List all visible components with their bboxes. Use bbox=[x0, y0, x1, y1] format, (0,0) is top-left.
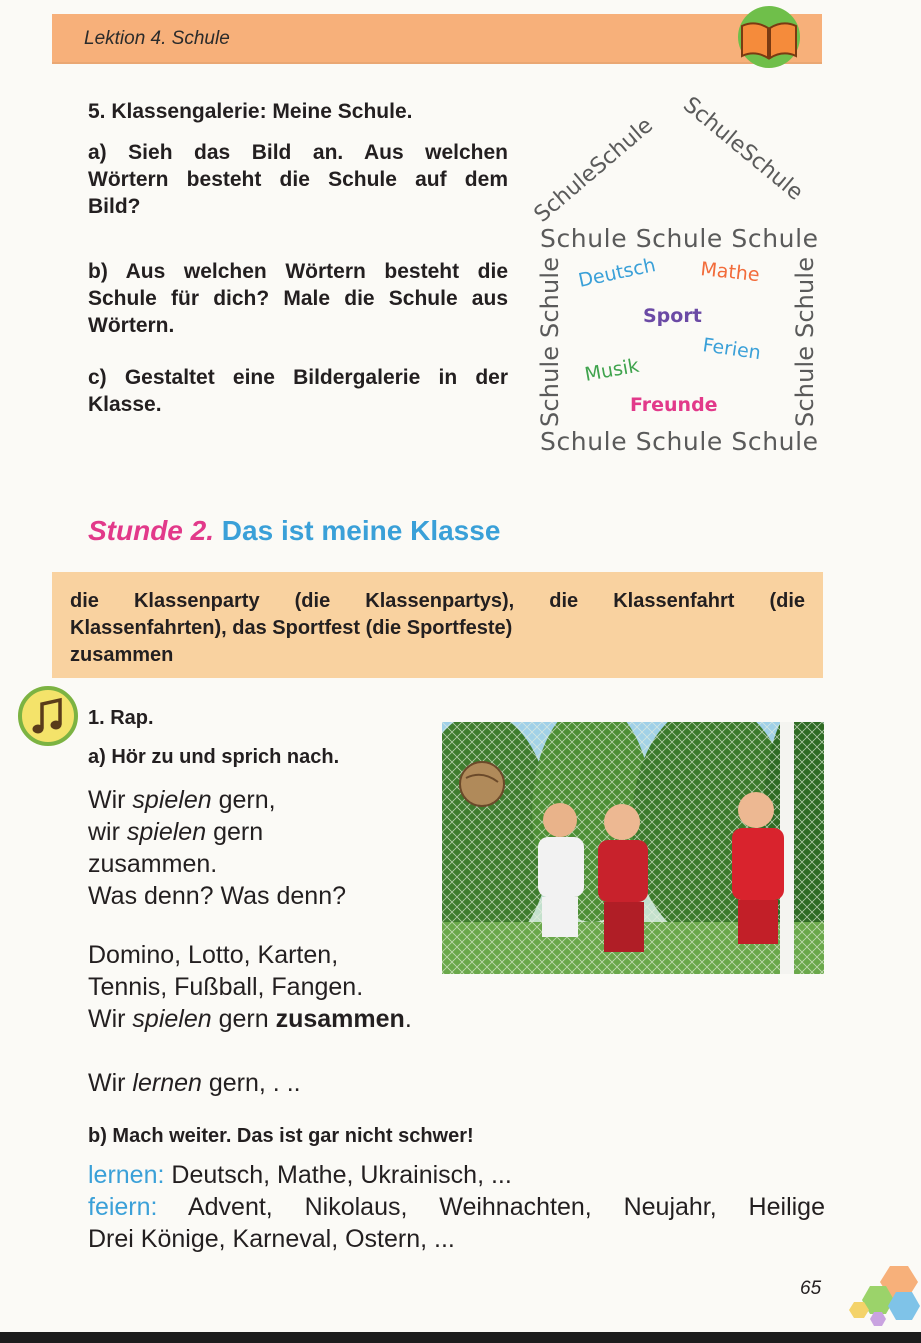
list-label: feiern: bbox=[88, 1193, 158, 1221]
poem-stanza-2 bbox=[88, 939, 412, 1035]
list-label: lernen: bbox=[88, 1161, 165, 1189]
exercise-a-line: a) Sieh das Bild an. Aus welchen bbox=[88, 141, 508, 164]
poem-line: Domino, Lotto, Karten, bbox=[88, 941, 339, 969]
house-word-musik: Musik bbox=[583, 354, 641, 386]
header-title: Lektion 4. Schule bbox=[84, 28, 230, 49]
list-item-feiern-continued: Drei Könige, Karneval, Ostern, ... bbox=[88, 1225, 455, 1253]
page-number: 65 bbox=[800, 1278, 822, 1299]
list-text: Deutsch, Mathe, Ukrainisch, ... bbox=[164, 1161, 512, 1189]
exercise-c bbox=[88, 364, 508, 418]
exercise-a-line: Bild? bbox=[88, 195, 141, 218]
corner-decoration-icon bbox=[840, 1262, 921, 1326]
exercise-title: 5. Klassengalerie: Meine Schule. bbox=[88, 100, 413, 123]
exercise-c-line: c) Gestaltet eine Bildergalerie in der bbox=[88, 366, 508, 389]
vocabulary-text bbox=[70, 588, 805, 669]
page-bottom-edge bbox=[0, 1332, 921, 1343]
vocabulary-line: Klassenfahrten), das Sportfest (die Sportfeste) bbox=[70, 617, 513, 639]
poem-stanza-3: Wir lernen gern, . .. bbox=[88, 1069, 301, 1097]
list-item-feiern bbox=[88, 1191, 825, 1223]
lesson-number: Stunde 2. bbox=[88, 515, 215, 546]
house-right-wall: Schule Schule bbox=[791, 257, 819, 427]
exercise-b bbox=[88, 258, 508, 339]
exercise-b-line: Schule für dich? Male die Schule aus bbox=[88, 287, 508, 310]
rap-instruction-a: a) Hör zu und sprich nach. bbox=[88, 746, 340, 768]
house-top-row: Schule Schule Schule bbox=[540, 224, 818, 253]
poem-line: zusammen. bbox=[88, 850, 218, 878]
house-bottom-row: Schule Schule Schule bbox=[540, 427, 818, 456]
book-icon bbox=[728, 4, 810, 70]
rap-title: 1. Rap. bbox=[88, 707, 154, 729]
exercise-b-line: b) Aus welchen Wörtern besteht die bbox=[88, 260, 508, 283]
house-word-deutsch: Deutsch bbox=[576, 254, 658, 292]
exercise-c-line: Klasse. bbox=[88, 393, 162, 416]
house-word-sport: Sport bbox=[643, 305, 702, 327]
vocabulary-line: die Klassenparty (die Klassenpartys), die Klassenfahrt (die bbox=[70, 590, 805, 612]
poem-line: Tennis, Fußball, Fangen. bbox=[88, 973, 364, 1001]
poem-line: Wir spielen gern zusammen. bbox=[88, 1005, 412, 1033]
poem-line: wir spielen gern bbox=[88, 818, 264, 846]
poem-stanza-1 bbox=[88, 784, 346, 912]
poem-line: Wir spielen gern, bbox=[88, 786, 276, 814]
house-roof-left: SchuleSchule bbox=[530, 112, 658, 228]
rap-instruction-b: b) Mach weiter. Das ist gar nicht schwer! bbox=[88, 1125, 474, 1147]
lesson-title: Das ist meine Klasse bbox=[221, 515, 501, 546]
house-left-wall: Schule Schule bbox=[536, 257, 564, 427]
exercise-a bbox=[88, 139, 508, 220]
lesson-heading bbox=[88, 515, 500, 547]
exercise-b-line: Wörtern. bbox=[88, 314, 175, 337]
house-word-mathe: Mathe bbox=[699, 258, 761, 287]
house-word-freunde: Freunde bbox=[630, 394, 718, 416]
exercise-a-line: Wörtern besteht die Schule auf dem bbox=[88, 168, 508, 191]
football-photo bbox=[442, 722, 824, 974]
poem-line: Was denn? Was denn? bbox=[88, 882, 347, 910]
vocabulary-line: zusammen bbox=[70, 644, 174, 666]
list-item-lernen bbox=[88, 1159, 825, 1191]
house-roof-right: SchuleSchule bbox=[678, 95, 808, 206]
word-house-illustration bbox=[530, 95, 830, 465]
list-text: Advent, Nikolaus, Weihnachten, Neujahr, Heilige bbox=[157, 1193, 825, 1221]
music-note-icon bbox=[16, 684, 80, 748]
house-word-ferien: Ferien bbox=[701, 334, 763, 365]
